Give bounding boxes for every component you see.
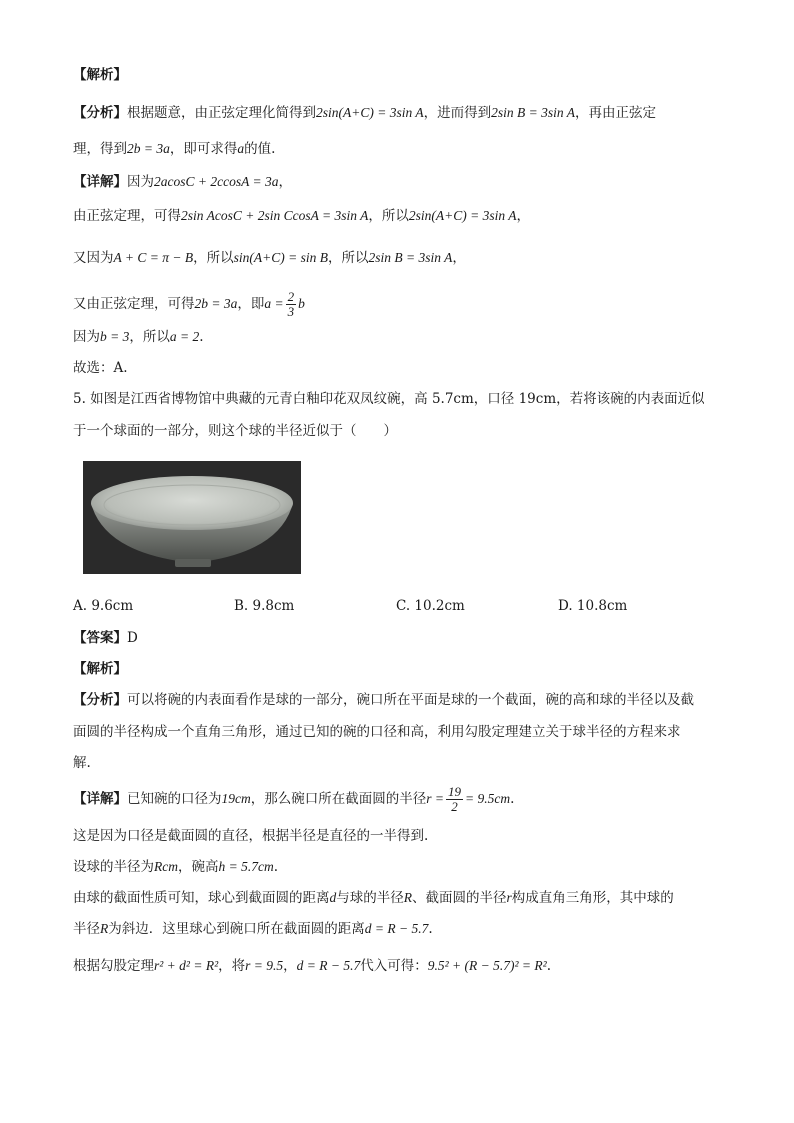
- answer-line: 【答案】D: [73, 630, 138, 646]
- option-a: A. 9.6cm: [73, 598, 134, 614]
- analysis-line-1: 【分析】根据题意，由正弦定理化简得到2sin(A+C) = 3sin A，进而得到2sin B = 3sin A，再由正弦定: [73, 105, 656, 121]
- question-5-line-2: 于一个球面的一部分，则这个球的半径近似于（ ）: [73, 423, 397, 439]
- question-5-line-1: 5. 如图是江西省博物馆中典藏的元青白釉印花双凤纹碗，高 5.7cm，口径 19cm，若将该碗的内表面近似: [73, 391, 705, 407]
- analysis-2-line-1: 【分析】可以将碗的内表面看作是球的一部分，碗口所在平面是球的一个截面，碗的高和球的半径以及截: [73, 692, 694, 708]
- analysis-line-2: 理，得到2b = 3a，即可求得a的值.: [73, 141, 276, 157]
- detail-line-1: 【详解】因为2acosC + 2ccosA = 3a，: [73, 174, 292, 190]
- detail-line-5: 因为b = 3，所以a = 2.: [73, 329, 204, 345]
- bowl-icon: [83, 461, 301, 574]
- analysis-heading-2: 【解析】: [73, 661, 127, 677]
- fraction-two-thirds: $\frac{2}{3}$: [287, 289, 295, 319]
- option-b: B. 9.8cm: [234, 598, 295, 614]
- detail-2-line-4: 由球的截面性质可知，球心到截面圆的距离d与球的半径R、截面圆的半径r构成直角三角形，其中球的: [73, 890, 674, 906]
- analysis-heading: 【解析】: [73, 67, 127, 83]
- analysis-2-line-2: 面圆的半径构成一个直角三角形，通过已知的碗的口径和高，利用勾股定理建立关于球半径的方程来求: [73, 724, 681, 740]
- analysis-2-line-3: 解.: [73, 755, 91, 771]
- fraction-nineteen-halves: $\frac{19}{2}$: [448, 784, 461, 814]
- detail-line-3: 又因为A + C = π − B，所以sin(A+C) = sin B，所以2sin B = 3sin A，: [73, 250, 466, 266]
- option-c: C. 10.2cm: [396, 598, 465, 614]
- detail-2-line-6: 根据勾股定理r² + d² = R²，将r = 9.5，d = R − 5.7代入可得：9.5² + (R − 5.7)² = R².: [73, 958, 551, 974]
- detail-line-4: 又由正弦定理，可得2b = 3a，即a = $\frac{2}{3}$ b: [73, 289, 305, 319]
- detail-2-line-1: 【详解】已知碗的口径为19cm，那么碗口所在截面圆的半径r = $\frac{19}{2}$ = 9.5cm.: [73, 784, 515, 814]
- option-d: D. 10.8cm: [558, 598, 628, 614]
- detail-line-2: 由正弦定理，可得2sin AcosC + 2sin CcosA = 3sin A，所以2sin(A+C) = 3sin A，: [73, 208, 530, 224]
- detail-2-line-3: 设球的半径为Rcm，碗高h = 5.7cm.: [73, 859, 279, 875]
- choice-result: 故选：A.: [73, 360, 128, 376]
- detail-2-line-5: 半径R为斜边．这里球心到碗口所在截面圆的距离d = R − 5.7.: [73, 921, 433, 937]
- bowl-photo: [83, 461, 301, 574]
- detail-2-line-2: 这是因为口径是截面圆的直径，根据半径是直径的一半得到.: [73, 828, 429, 844]
